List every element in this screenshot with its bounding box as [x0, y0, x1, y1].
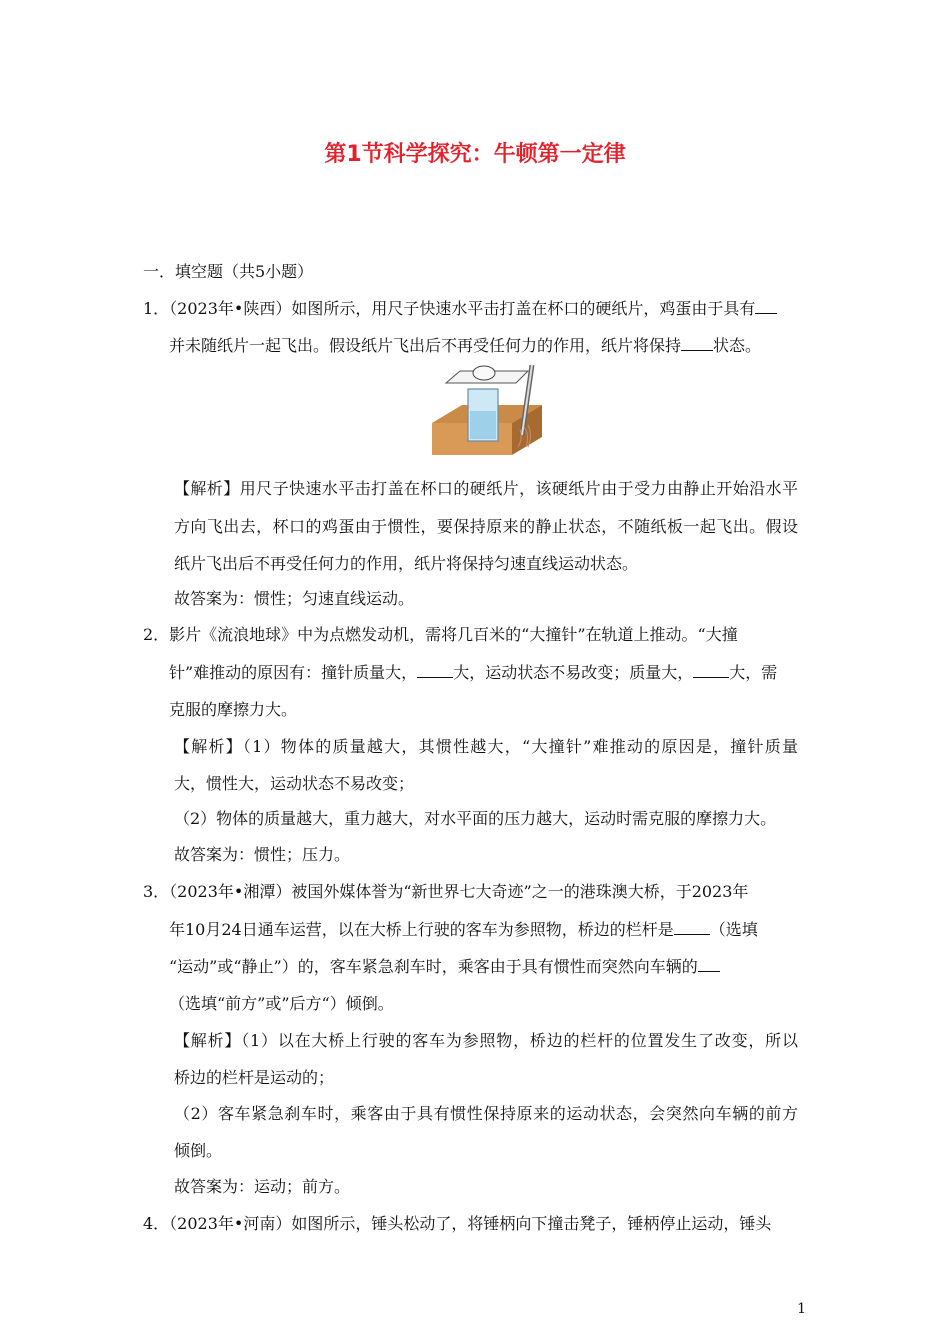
q1-analysis-2: 方向飞出去，杯口的鸡蛋由于惯性，要保持原来的静止状态，不随纸板一起飞出。假设	[174, 517, 798, 536]
q3-analysis-3: （2）客车紧急刹车时，乘客由于具有惯性保持原来的运动状态，会突然向车辆的前方	[174, 1104, 798, 1123]
q3-analysis-1: 【解析】（1）以在大桥上行驶的客车为参照物，桥边的栏杆的位置发生了改变，所以	[174, 1031, 798, 1050]
q1-line-1: 1．（2023年•陕西）如图所示，用尺子快速水平击打盖在杯口的硬纸片，鸡蛋由于具有	[143, 296, 777, 319]
page-title: 第1节科学探究：牛顿第一定律	[324, 142, 626, 167]
q1-line-2: 并未随纸片一起飞出。假设纸片飞出后不再受任何力的作用，纸片将保持 状态。	[169, 336, 762, 355]
q3-blank-2	[698, 957, 720, 972]
q3-answer: 故答案为：运动；前方。	[174, 1177, 351, 1196]
q2-blank-1	[417, 663, 453, 678]
egg-cup-experiment-figure	[432, 365, 548, 455]
q2-analysis-1: 【解析】（1）物体的质量越大，其惯性越大，“大撞针”难推动的原因是，撞针质量	[174, 737, 798, 756]
q2-analysis-3: （2）物体的质量越大，重力越大，对水平面的压力越大，运动时需克服的摩擦力大。	[174, 809, 777, 828]
q2-blank-2	[693, 663, 729, 678]
q3-analysis-4: 倾倒。	[174, 1141, 223, 1160]
q1-blank-2	[681, 336, 713, 351]
q3-blank-1	[674, 920, 710, 935]
q1-blank-1	[755, 299, 777, 314]
q2-answer: 故答案为：惯性；压力。	[174, 845, 351, 864]
q3-line-1: 3．（2023年•湘潭）被国外媒体誉为“新世界七大奇迹”之一的港珠澳大桥，于2023年	[143, 882, 749, 901]
q3-line-3: “运动”或“静止”）的，客车紧急刹车时，乘客由于具有惯性而突然向车辆的	[169, 954, 720, 977]
q1-answer: 故答案为：惯性；匀速直线运动。	[174, 589, 415, 608]
q3-line-4: （选填“前方”或”后方“）倾倒。	[169, 994, 394, 1013]
section-header: 一．填空题（共5小题）	[143, 262, 314, 281]
q2-line-2: 针”难推动的原因有：撞针质量大， 大，运动状态不易改变；质量大， 大，需	[169, 663, 778, 682]
q4-line-1: 4．（2023年•河南）如图所示，锤头松动了，将锤柄向下撞击凳子，锤柄停止运动，锤头	[143, 1214, 772, 1233]
page-number: 1	[797, 1301, 806, 1317]
q1-analysis-3: 纸片飞出后不再受任何力的作用，纸片将保持匀速直线运动状态。	[174, 554, 639, 573]
q1-analysis-1: 【解析】用尺子快速水平击打盖在杯口的硬纸片，该硬纸片由于受力由静止开始沿水平	[174, 479, 798, 498]
q2-line-3: 克服的摩擦力大。	[169, 700, 298, 719]
q3-analysis-2: 桥边的栏杆是运动的；	[174, 1068, 335, 1087]
q2-line-1: 2．影片《流浪地球》中为点燃发动机，需将几百米的“大撞针”在轨道上推动。“大撞	[143, 625, 738, 644]
q3-line-2: 年10月24日通车运营，以在大桥上行驶的客车为参照物，桥边的栏杆是 （选填	[169, 920, 758, 939]
q2-analysis-2: 大，惯性大，运动状态不易改变；	[174, 774, 415, 793]
